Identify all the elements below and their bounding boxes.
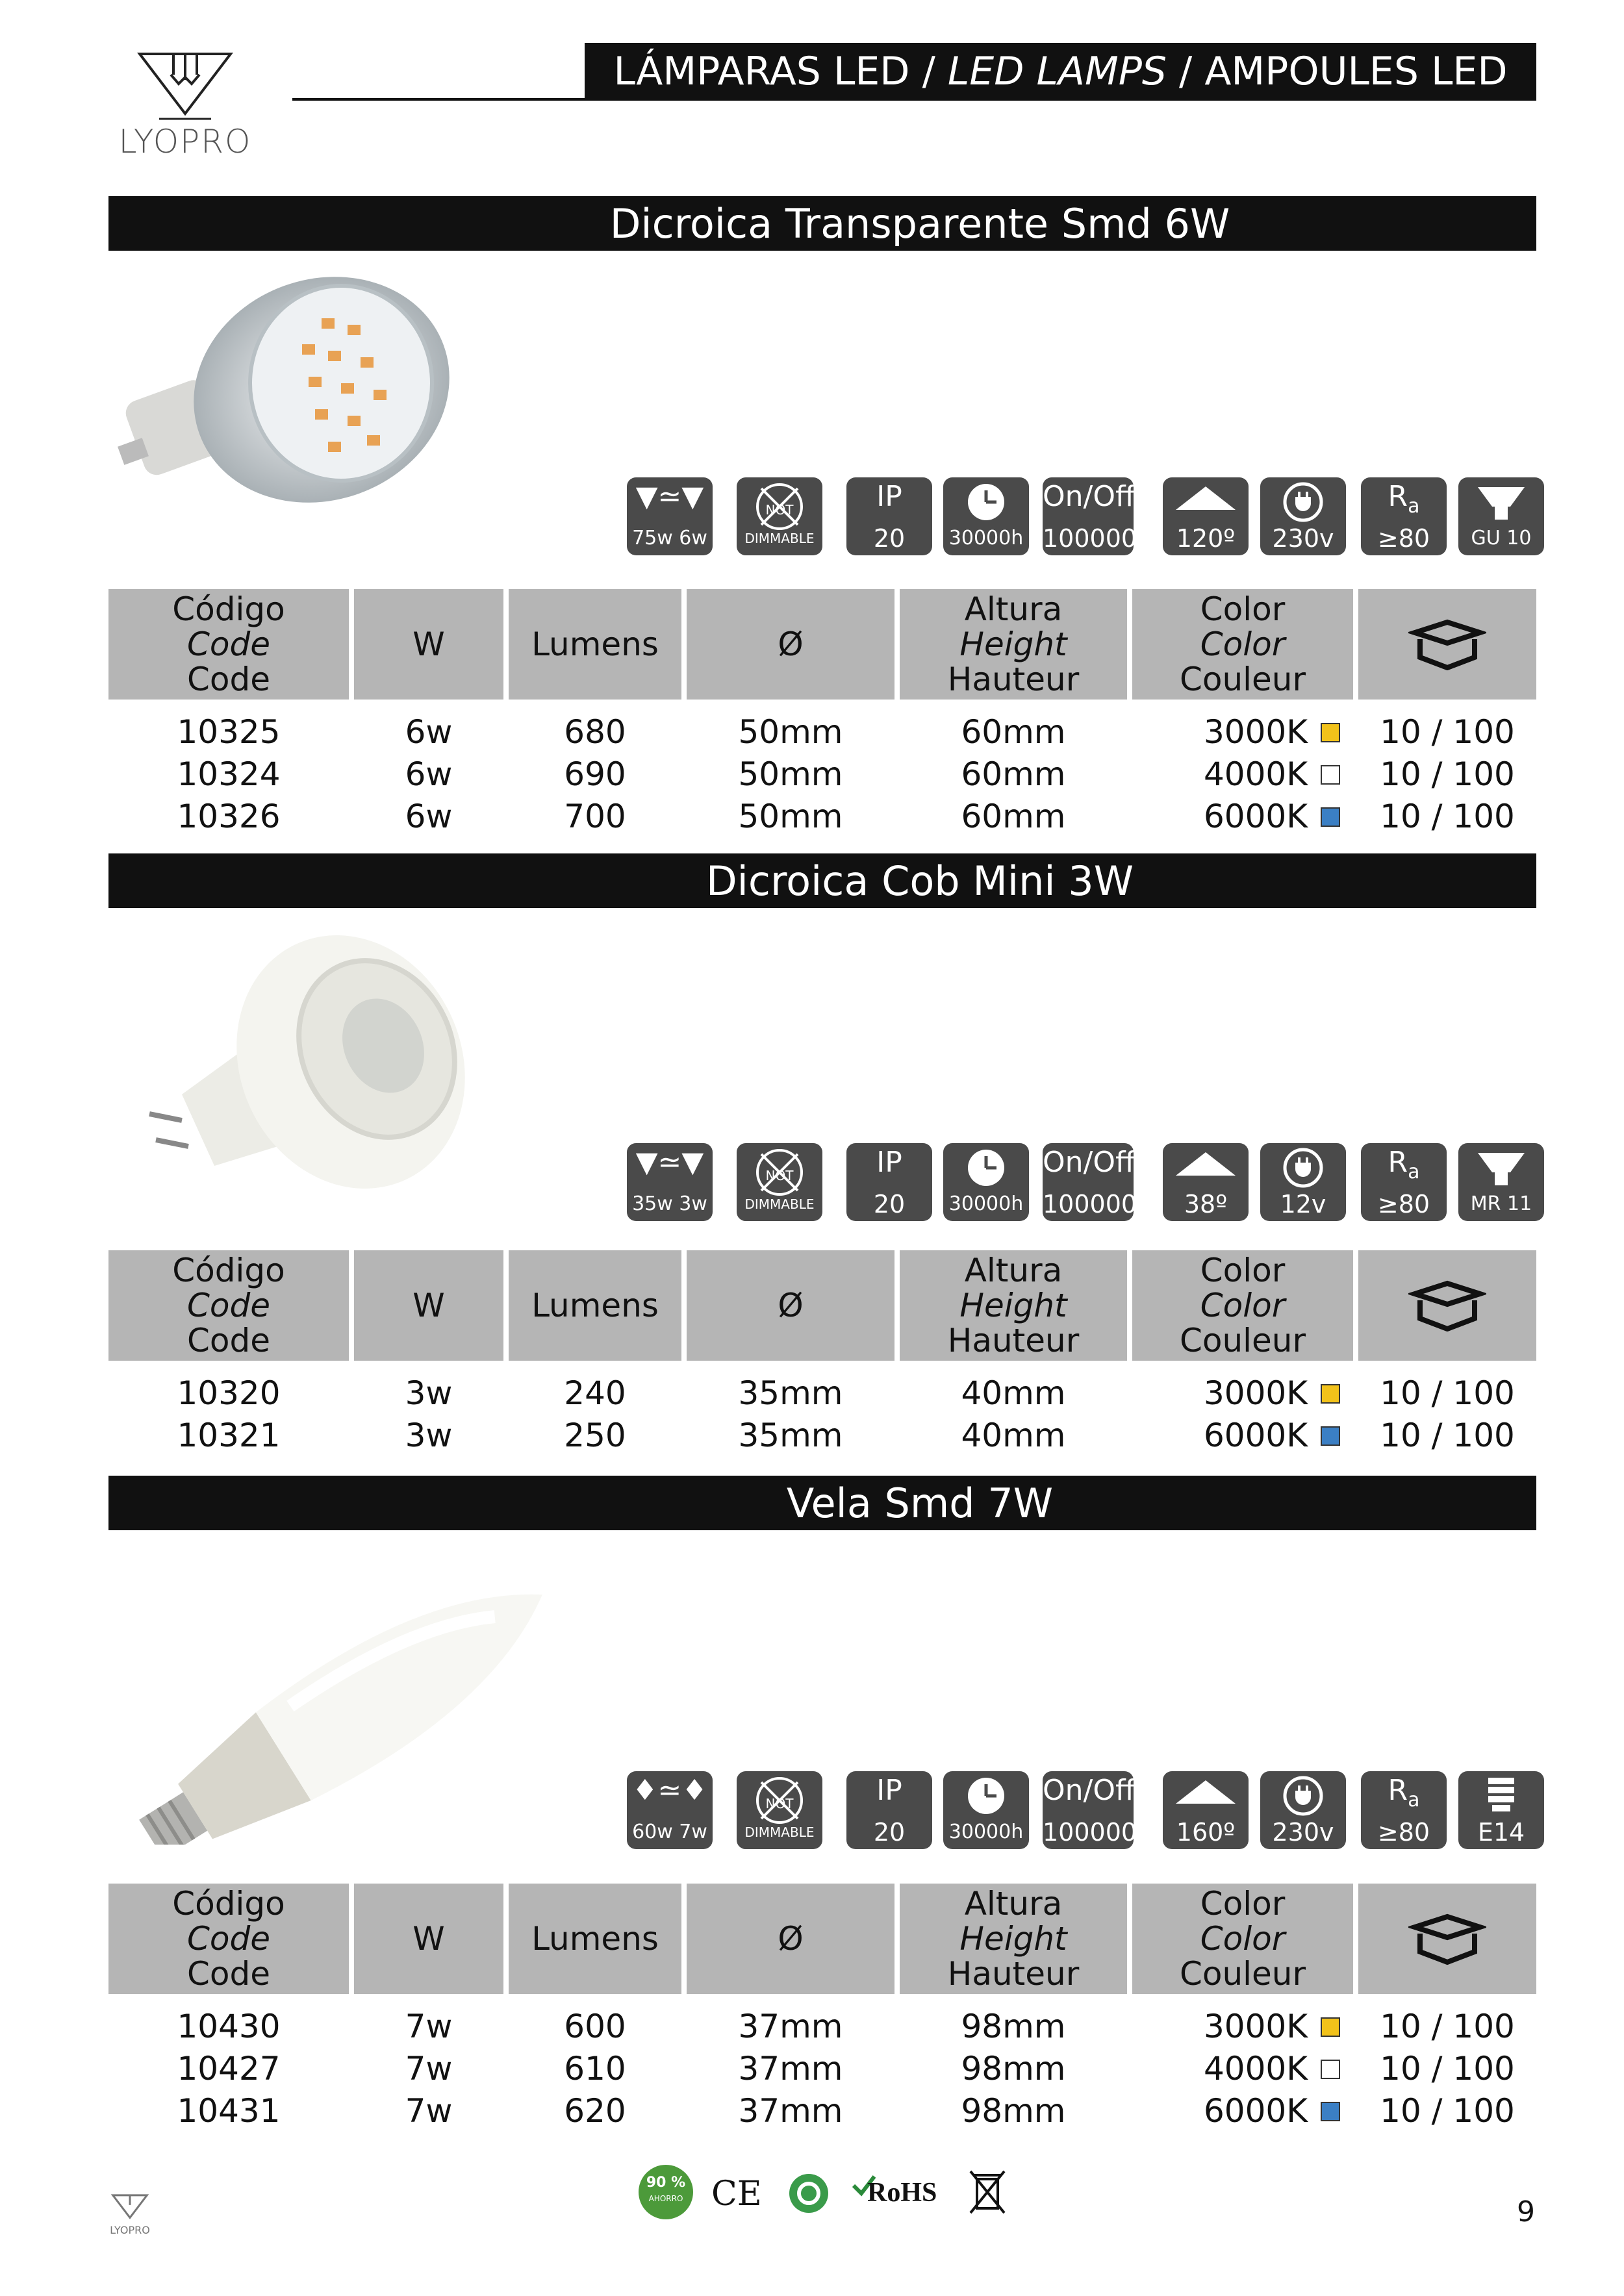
ce-mark: CE <box>711 2175 762 2214</box>
col-color: Color Color Couleur <box>1132 1884 1353 1994</box>
section-title-bar <box>108 196 1536 251</box>
col-watts: W <box>354 1884 503 1994</box>
section-title: Dicroica Transparente Smd 6W <box>609 199 1230 247</box>
color-swatch <box>1321 2017 1340 2037</box>
not-dimmable-icon: NOT DIMMABLE <box>737 1143 822 1221</box>
spec-icons-row <box>627 1143 1536 1221</box>
beam-angle-icon: 160º <box>1163 1771 1249 1849</box>
color-swatch <box>1321 1426 1340 1446</box>
voltage-icon: 230v <box>1260 477 1346 555</box>
switch-cycles-icon: On/Off 100000 <box>1043 477 1134 555</box>
not-dimmable-icon: NOT DIMMABLE <box>737 1771 822 1849</box>
footer-logo: LYOPRO <box>107 2192 153 2244</box>
color-swatch <box>1321 723 1340 742</box>
equivalence-icon: ♦≃♦ 60w 7w <box>627 1771 713 1849</box>
brand-logo <box>104 49 266 169</box>
col-lumens: Lumens <box>509 1884 681 1994</box>
col-watts: W <box>354 1250 503 1361</box>
table-row: 10320 3w 240 35mm 40mm 3000K 10 / 100 <box>177 1374 1515 1412</box>
page-header <box>585 43 1536 100</box>
box-icon <box>1408 1280 1486 1331</box>
cri-icon: $R_a$ ≥80 <box>1361 477 1447 555</box>
ip-rating-icon: IP 20 <box>846 1771 932 1849</box>
spec-icons-row <box>627 477 1536 555</box>
certifications: 90 % AHORRO CE RoHS <box>637 2163 1026 2228</box>
beam-angle-icon: 120º <box>1163 477 1249 555</box>
product-image-mr11 <box>136 926 487 1218</box>
box-icon <box>1408 618 1486 670</box>
table-row: 10326 6w 700 50mm 60mm 6000K 10 / 100 <box>177 798 1515 835</box>
col-lumens: Lumens <box>509 589 681 700</box>
socket-mr11-icon: MR 11 <box>1458 1143 1544 1221</box>
section-title-bar <box>108 1476 1536 1530</box>
voltage-icon: 12v <box>1260 1143 1346 1221</box>
col-color: Color Color Couleur <box>1132 1250 1353 1361</box>
box-icon <box>1408 1913 1486 1965</box>
footer-logo-icon <box>110 2192 149 2221</box>
col-packaging <box>1358 1250 1536 1361</box>
equivalence-value: 75w 6w <box>632 527 707 549</box>
table-row: 10427 7w 610 37mm 98mm 4000K 10 / 100 <box>177 2050 1515 2088</box>
brand-name: LYOPRO <box>118 123 252 160</box>
table-row: 10431 7w 620 37mm 98mm 6000K 10 / 100 <box>177 2092 1515 2130</box>
color-swatch <box>1321 2060 1340 2079</box>
ip-rating-icon: IP 20 <box>846 1143 932 1221</box>
lifetime-icon: 30000h <box>943 477 1029 555</box>
voltage-icon: 230v <box>1260 1771 1346 1849</box>
cri-icon: $R_a$ ≥80 <box>1361 1771 1447 1849</box>
table-row: 10430 7w 600 37mm 98mm 3000K 10 / 100 <box>177 2008 1515 2045</box>
col-diameter: Ø <box>687 1884 894 1994</box>
switch-cycles-icon: On/Off 100000 <box>1043 1143 1134 1221</box>
product-image-gu10 <box>107 266 471 526</box>
page-number: 9 <box>1517 2195 1535 2228</box>
beam-angle-icon: 38º <box>1163 1143 1249 1221</box>
col-height: Altura Height Hauteur <box>900 589 1127 700</box>
socket-gu10-icon: GU 10 <box>1458 477 1544 555</box>
color-swatch <box>1321 765 1340 785</box>
col-diameter: Ø <box>687 589 894 700</box>
socket-e14-icon: E14 <box>1458 1771 1544 1849</box>
savings-badge-icon <box>637 2163 695 2221</box>
section-title: Vela Smd 7W <box>786 1479 1054 1527</box>
table-row: 10321 3w 250 35mm 40mm 6000K 10 / 100 <box>177 1417 1515 1454</box>
col-code: Código Code Code <box>108 1884 349 1994</box>
col-height: Altura Height Hauteur <box>900 1250 1127 1361</box>
weee-bin-icon <box>968 2166 1007 2218</box>
equivalence-icon: ▼≃▼ 35w 3w <box>627 1143 713 1221</box>
table-row: 10324 6w 690 50mm 60mm 4000K 10 / 100 <box>177 755 1515 793</box>
col-packaging <box>1358 589 1536 700</box>
col-code: Código Code Code <box>108 589 349 700</box>
recycle-icon <box>786 2171 831 2216</box>
lifetime-icon: 30000h <box>943 1143 1029 1221</box>
product-image-e14 <box>107 1572 614 1845</box>
col-watts: W <box>354 589 503 700</box>
rohs-mark: RoHS <box>867 2178 937 2208</box>
section-title: Dicroica Cob Mini 3W <box>705 857 1134 905</box>
color-swatch <box>1321 2102 1340 2121</box>
switch-cycles-icon: On/Off 100000 <box>1043 1771 1134 1849</box>
not-dimmable-icon <box>737 477 822 555</box>
header-part3: / AMPOULES LED <box>1166 49 1508 94</box>
col-packaging <box>1358 1884 1536 1994</box>
col-code: Código Code Code <box>108 1250 349 1361</box>
col-diameter: Ø <box>687 1250 894 1361</box>
header-part2: LED LAMPS <box>947 49 1167 94</box>
brand-logo-icon <box>133 49 237 120</box>
cri-icon: $R_a$ ≥80 <box>1361 1143 1447 1221</box>
header-part1: LÁMPARAS LED / <box>613 49 948 94</box>
not-dimmable-label: NOT DIMMABLE <box>744 502 815 546</box>
table-row: 10325 6w 680 50mm 60mm 3000K 10 / 100 <box>177 713 1515 751</box>
col-color: Color Color Couleur <box>1132 589 1353 700</box>
lifetime-icon: 30000h <box>943 1771 1029 1849</box>
col-height: Altura Height Hauteur <box>900 1884 1127 1994</box>
col-lumens: Lumens <box>509 1250 681 1361</box>
color-swatch <box>1321 807 1340 827</box>
equivalence-icon: ▼≃▼ 75w 6w <box>627 477 713 555</box>
ip-rating-icon: IP 20 <box>846 477 932 555</box>
section-title-bar <box>108 853 1536 908</box>
color-swatch <box>1321 1384 1340 1404</box>
spec-icons-row <box>627 1771 1536 1849</box>
